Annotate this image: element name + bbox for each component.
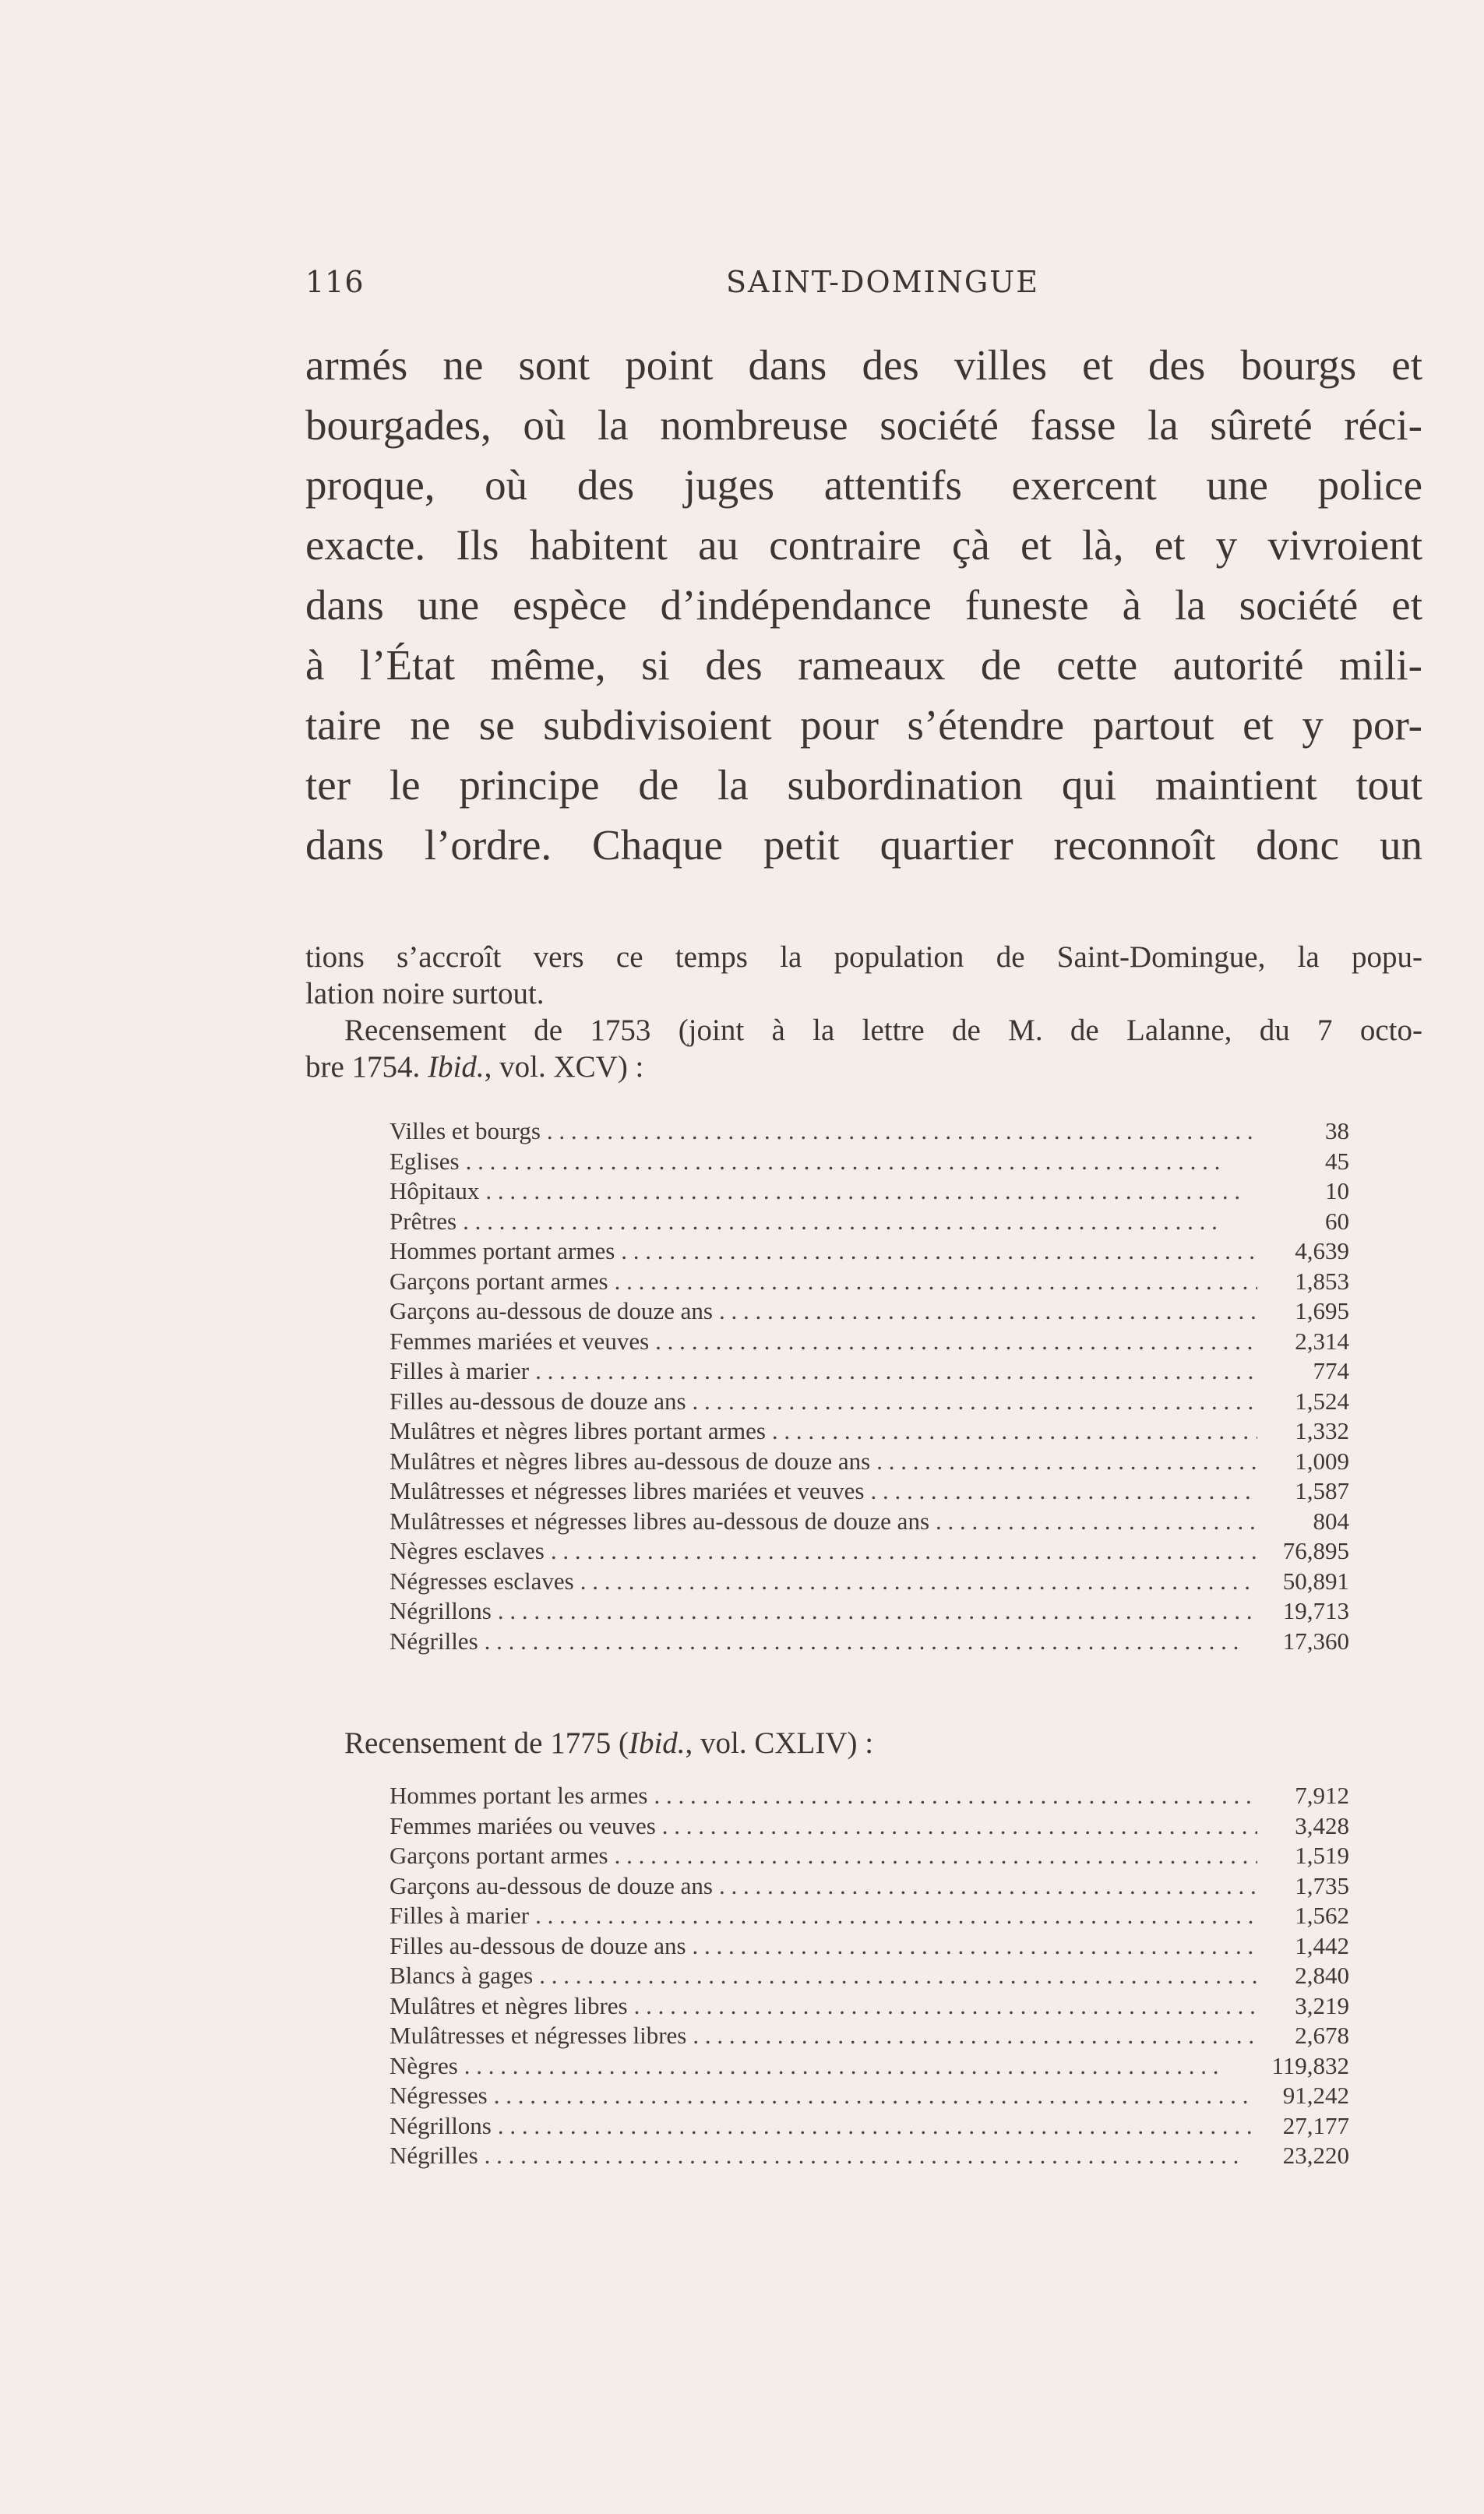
table-row: [390, 1177, 1349, 1208]
leader-dots: [693, 1932, 1257, 1960]
leader-dots: [654, 1782, 1257, 1810]
row-label: Mulâtresses et négresses libres: [390, 2022, 687, 2049]
leader-dots: [719, 1872, 1257, 1900]
row-value: 91,242: [1282, 2082, 1349, 2109]
leader-dots: [693, 2022, 1257, 2050]
table-row: [390, 1417, 1349, 1447]
table-row: [390, 1597, 1349, 1627]
row-label: Négrillons: [390, 2111, 492, 2139]
leader-dots: [693, 1387, 1257, 1416]
row-label: Négrilles: [390, 2142, 478, 2169]
table-row: [390, 2022, 1349, 2052]
running-head: [305, 265, 1422, 312]
row-value: 17,360: [1282, 1627, 1349, 1655]
row-label: Filles au-dessous de douze ans: [390, 1931, 686, 1959]
body-line: à l’État même, si des rameaux de cette autorité mili-: [305, 641, 1422, 689]
row-label: Négresses: [390, 2082, 488, 2109]
leader-dots: [615, 1842, 1257, 1870]
leader-dots: [547, 1117, 1257, 1145]
row-value: 1,009: [1295, 1447, 1349, 1475]
row-label: Nègres: [390, 2051, 458, 2079]
row-value: 38: [1325, 1117, 1349, 1144]
row-value: 2,678: [1295, 2022, 1349, 2049]
row-value: 4,639: [1295, 1237, 1349, 1264]
row-value: 1,853: [1295, 1267, 1349, 1295]
leader-dots: [498, 2112, 1257, 2140]
row-value: 23,220: [1282, 2142, 1349, 2169]
row-value: 1,562: [1295, 1902, 1349, 1929]
table-row: [390, 1842, 1349, 1872]
row-value: 10: [1325, 1177, 1349, 1204]
leader-dots: [485, 2142, 1257, 2170]
leader-dots: [466, 1148, 1257, 1176]
table-row: [390, 1268, 1349, 1298]
footnote-line: lation noire surtout.: [305, 977, 545, 1010]
table-row: [390, 2052, 1349, 2082]
footnote-line: [305, 1049, 1422, 1085]
table-row: [390, 1992, 1349, 2022]
body-line: dans une espèce d’indépendance funeste à la société et: [305, 581, 1422, 629]
leader-dots: [463, 1208, 1257, 1236]
leader-dots: [485, 1627, 1257, 1655]
row-value: 804: [1313, 1507, 1349, 1535]
row-value: 1,519: [1295, 1842, 1349, 1869]
table-row: [390, 1447, 1349, 1478]
table-row: [390, 1148, 1349, 1178]
leader-dots: [719, 1297, 1257, 1325]
row-label: Prêtres: [390, 1207, 457, 1235]
row-value: 1,735: [1295, 1871, 1349, 1899]
leader-dots: [876, 1447, 1257, 1476]
leader-dots: [580, 1567, 1257, 1595]
table-row: [390, 2112, 1349, 2142]
row-label: Mulâtres et nègres libres au-dessous de douze ans: [390, 1447, 871, 1475]
row-label: Eglises: [390, 1147, 460, 1175]
leader-dots: [464, 2052, 1257, 2080]
row-value: 45: [1325, 1147, 1349, 1175]
table-row: [390, 1567, 1349, 1598]
body-line: taire ne se subdivisoient pour s’étendre partout et y por-: [305, 701, 1422, 749]
row-label: Filles à marier: [390, 1902, 530, 1929]
row-label: Négrilles: [390, 1627, 478, 1655]
row-label: Mulâtresses et négresses libres mariées et veuves: [390, 1477, 865, 1504]
table-row: [390, 1507, 1349, 1538]
leader-dots: [615, 1268, 1257, 1296]
row-value: 1,695: [1295, 1297, 1349, 1324]
leader-dots: [551, 1537, 1257, 1565]
row-label: Garçons portant armes: [390, 1842, 608, 1869]
row-label: Négrillons: [390, 1597, 492, 1624]
census-1775-heading: [344, 1726, 873, 1761]
row-value: 27,177: [1282, 2111, 1349, 2139]
row-label: Nègres esclaves: [390, 1537, 545, 1564]
body-line: exacte. Ils habitent au contraire çà et là, et y vivroient: [305, 521, 1422, 569]
row-value: 3,428: [1295, 1811, 1349, 1839]
row-label: Mulâtres et nègres libres portant armes: [390, 1417, 766, 1444]
footnote-text: bre 1754.: [305, 1050, 428, 1084]
body-line: dans l’ordre. Chaque petit quartier reconnoît donc un: [305, 821, 1422, 869]
row-value: 774: [1313, 1357, 1349, 1384]
table-row: [390, 1117, 1349, 1148]
row-value: 1,442: [1295, 1931, 1349, 1959]
table-row: [390, 1872, 1349, 1902]
census-heading-ibid: Ibid.: [628, 1726, 686, 1760]
body-line: ter le principe de la subordination qui maintient tout: [305, 761, 1422, 809]
main-paragraph: [305, 335, 1422, 875]
leader-dots: [535, 1357, 1257, 1385]
row-value: 2,840: [1295, 1962, 1349, 1989]
leader-dots: [539, 1962, 1257, 1990]
census-heading-prefix: Recensement de 1775 (: [344, 1726, 629, 1760]
table-row: [390, 1812, 1349, 1842]
row-value: 1,587: [1295, 1477, 1349, 1504]
row-label: Villes et bourgs: [390, 1117, 541, 1144]
footnote-text: , vol. XCV) :: [484, 1050, 644, 1084]
census-heading-suffix: , vol. CXLIV) :: [685, 1726, 874, 1760]
body-line: proque, où des juges attentifs exercent une police: [305, 461, 1422, 509]
leader-dots: [535, 1902, 1257, 1930]
table-row: [390, 1962, 1349, 1992]
table-row: [390, 1357, 1349, 1387]
row-label: Femmes mariées ou veuves: [390, 1811, 656, 1839]
leader-dots: [485, 1177, 1257, 1205]
footnote-line: Recensement de 1753 (joint à la lettre de M. de Lalanne, du 7 octo-: [344, 1014, 1422, 1047]
row-label: Filles à marier: [390, 1357, 530, 1384]
row-label: Mulâtres et nègres libres: [390, 1991, 628, 2019]
leader-dots: [498, 1597, 1257, 1625]
table-row: [390, 1237, 1349, 1268]
row-label: Blancs à gages: [390, 1962, 534, 1989]
body-line: bourgades, où la nombreuse société fasse la sûreté réci-: [305, 401, 1422, 449]
row-label: Hôpitaux: [390, 1177, 480, 1204]
table-row: [390, 1328, 1349, 1358]
row-label: Filles au-dessous de douze ans: [390, 1387, 686, 1415]
row-label: Négresses esclaves: [390, 1567, 574, 1595]
row-value: 19,713: [1282, 1597, 1349, 1624]
table-row: [390, 1782, 1349, 1812]
row-value: 1,524: [1295, 1387, 1349, 1415]
leader-dots: [936, 1507, 1257, 1536]
row-label: Hommes portant les armes: [390, 1782, 648, 1809]
row-label: Garçons au-dessous de douze ans: [390, 1871, 713, 1899]
row-value: 60: [1325, 1207, 1349, 1235]
row-value: 1,332: [1295, 1417, 1349, 1444]
row-label: Garçons au-dessous de douze ans: [390, 1297, 713, 1324]
page-number: 116: [305, 265, 365, 299]
table-row: [390, 1537, 1349, 1567]
table-row: [390, 1297, 1349, 1328]
row-value: 2,314: [1295, 1327, 1349, 1355]
table-row: [390, 1477, 1349, 1507]
leader-dots: [870, 1477, 1257, 1505]
body-line: armés ne sont point dans des villes et des bourgs et: [305, 341, 1422, 389]
row-value: 7,912: [1295, 1782, 1349, 1809]
leader-dots: [655, 1328, 1257, 1356]
row-label: Mulâtresses et négresses libres au-dessous de douze ans: [390, 1507, 930, 1535]
census-1775-table: [390, 1782, 1349, 2172]
table-row: [390, 1627, 1349, 1658]
footnote: [305, 939, 1422, 1085]
leader-dots: [772, 1417, 1257, 1445]
row-value: 119,832: [1271, 2051, 1349, 2079]
leader-dots: [494, 2082, 1257, 2110]
table-row: [390, 2142, 1349, 2172]
census-1753-table: [390, 1117, 1349, 1657]
row-value: 50,891: [1282, 1567, 1349, 1595]
row-label: Hommes portant armes: [390, 1237, 615, 1264]
leader-dots: [621, 1237, 1257, 1265]
row-label: Garçons portant armes: [390, 1267, 608, 1295]
table-row: [390, 1932, 1349, 1962]
leader-dots: [634, 1992, 1257, 2020]
row-value: 3,219: [1295, 1991, 1349, 2019]
table-row: [390, 2082, 1349, 2112]
row-label: Femmes mariées et veuves: [390, 1327, 650, 1355]
row-value: 76,895: [1282, 1537, 1349, 1564]
table-row: [390, 1387, 1349, 1418]
table-row: [390, 1208, 1349, 1238]
footnote-ibid: Ibid.: [428, 1050, 485, 1084]
leader-dots: [662, 1812, 1257, 1840]
table-row: [390, 1902, 1349, 1932]
running-title: SAINT-DOMINGUE: [726, 265, 1039, 299]
footnote-line: tions s’accroît vers ce temps la population de Saint-Domingue, la popu-: [305, 940, 1422, 974]
